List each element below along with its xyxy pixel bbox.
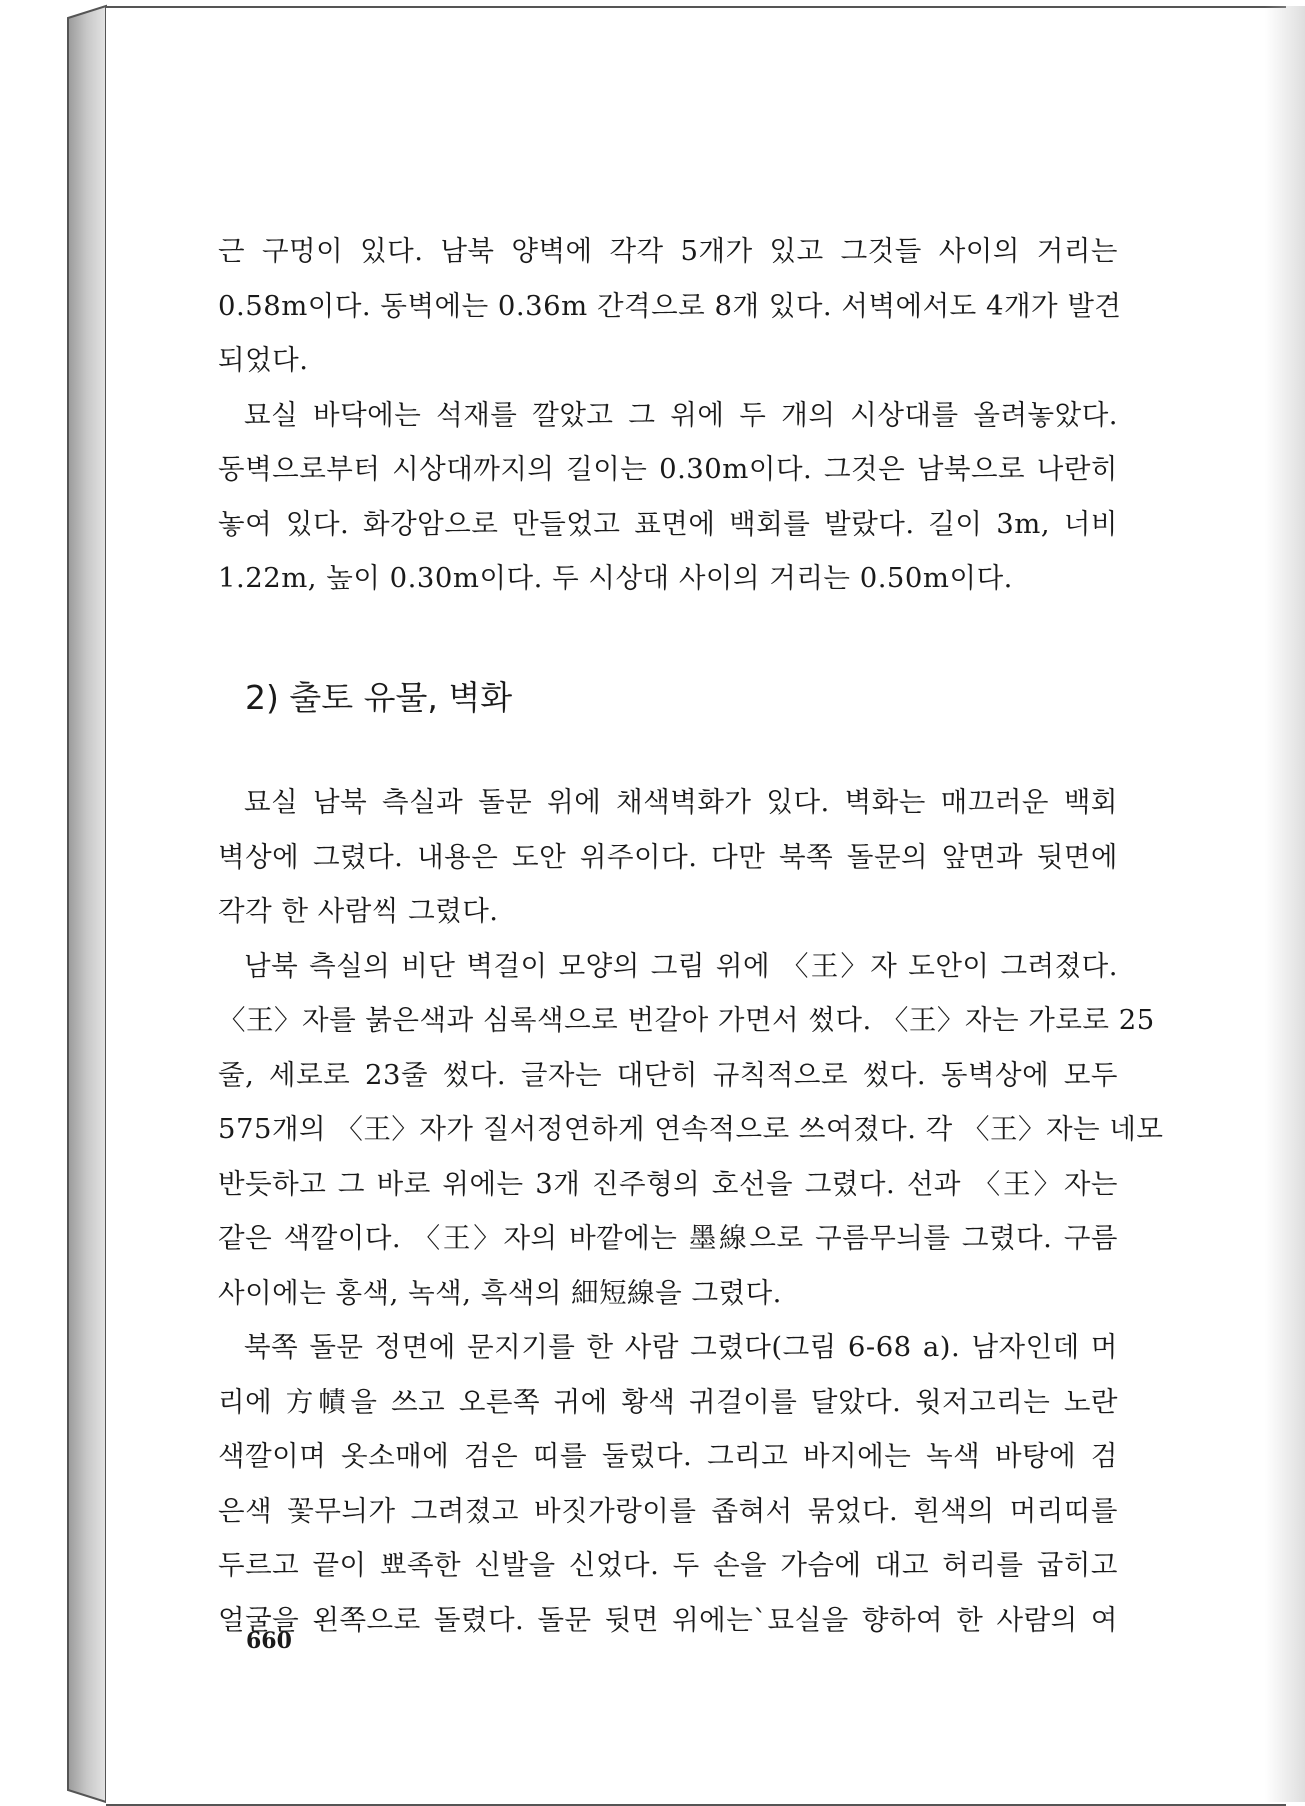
text-line: 놓여 있다. 화강암으로 만들었고 표면에 백회를 발랐다. 길이 3m, 너비: [218, 507, 1118, 540]
text-line: 벽상에 그렸다. 내용은 도안 위주이다. 다만 북쪽 돌문의 앞면과 뒷면에: [218, 840, 1118, 873]
page-shadow: [1265, 6, 1305, 1802]
text-line: 두르고 끝이 뾰족한 신발을 신었다. 두 손을 가슴에 대고 허리를 굽히고: [218, 1549, 1118, 1581]
text-line: 북쪽 돌문 정면에 문지기를 한 사람 그렸다(그림 6-68 a). 남자인데 머: [244, 1331, 1118, 1363]
text-line: 0.58m이다. 동벽에는 0.36m 간격으로 8개 있다. 서벽에서도 4개가 발견: [218, 289, 1122, 322]
section-heading: 2) 출토 유물, 벽화: [245, 678, 513, 717]
text-line: 묘실 남북 측실과 돌문 위에 채색벽화가 있다. 벽화는 매끄러운 백회: [244, 786, 1118, 818]
text-line: 얼굴을 왼쪽으로 돌렸다. 돌문 뒷면 위에는`묘실을 향하여 한 사람의 여: [218, 1603, 1118, 1636]
text-line: 묘실 바닥에는 석재를 깔았고 그 위에 두 개의 시상대를 올려놓았다.: [244, 398, 1118, 431]
text-line: 동벽으로부터 시상대까지의 길이는 0.30m이다. 그것은 남북으로 나란히: [218, 453, 1118, 485]
paragraph-block-1: [218, 224, 1122, 606]
text-line: 색깔이며 옷소매에 검은 띠를 둘렀다. 그리고 바지에는 녹색 바탕에 검: [218, 1440, 1118, 1472]
text-line: 근 구멍이 있다. 남북 양벽에 각각 5개가 있고 그것들 사이의 거리는: [218, 235, 1118, 267]
paragraph-block-2: [218, 775, 1164, 1647]
text-line: 575개의 〈王〉자가 질서정연하게 연속적으로 쓰여졌다. 각 〈王〉자는 네모: [218, 1113, 1164, 1145]
text-line: 사이에는 홍색, 녹색, 흑색의 細短線을 그렸다.: [218, 1276, 782, 1309]
text-line: 반듯하고 그 바로 위에는 3개 진주형의 호선을 그렸다. 선과 〈王〉자는: [218, 1167, 1118, 1200]
text-line: 되었다.: [218, 344, 309, 376]
text-line: 줄, 세로로 23줄 썼다. 글자는 대단히 규칙적으로 썼다. 동벽상에 모두: [218, 1058, 1118, 1091]
text-line: 리에 方幘을 쓰고 오른쪽 귀에 황색 귀걸이를 달았다. 윗저고리는 노란: [218, 1385, 1118, 1418]
text-line: 1.22m, 높이 0.30m이다. 두 시상대 사이의 거리는 0.50m이다.: [218, 562, 1013, 594]
text-line: 〈王〉자를 붉은색과 심록색으로 번갈아 가면서 썼다. 〈王〉자는 가로로 25: [218, 1004, 1155, 1036]
text-line: 남북 측실의 비단 벽걸이 모양의 그림 위에 〈王〉자 도안이 그려졌다.: [244, 949, 1118, 982]
page-number: 660: [246, 1628, 292, 1654]
text-line: 은색 꽃무늬가 그려졌고 바짓가랑이를 좁혀서 묶었다. 흰색의 머리띠를: [218, 1494, 1118, 1527]
text-line: 각각 한 사람씩 그렸다.: [218, 895, 499, 927]
text-line: 같은 색깔이다. 〈王〉자의 바깥에는 墨線으로 구름무늬를 그렸다. 구름: [218, 1222, 1118, 1254]
